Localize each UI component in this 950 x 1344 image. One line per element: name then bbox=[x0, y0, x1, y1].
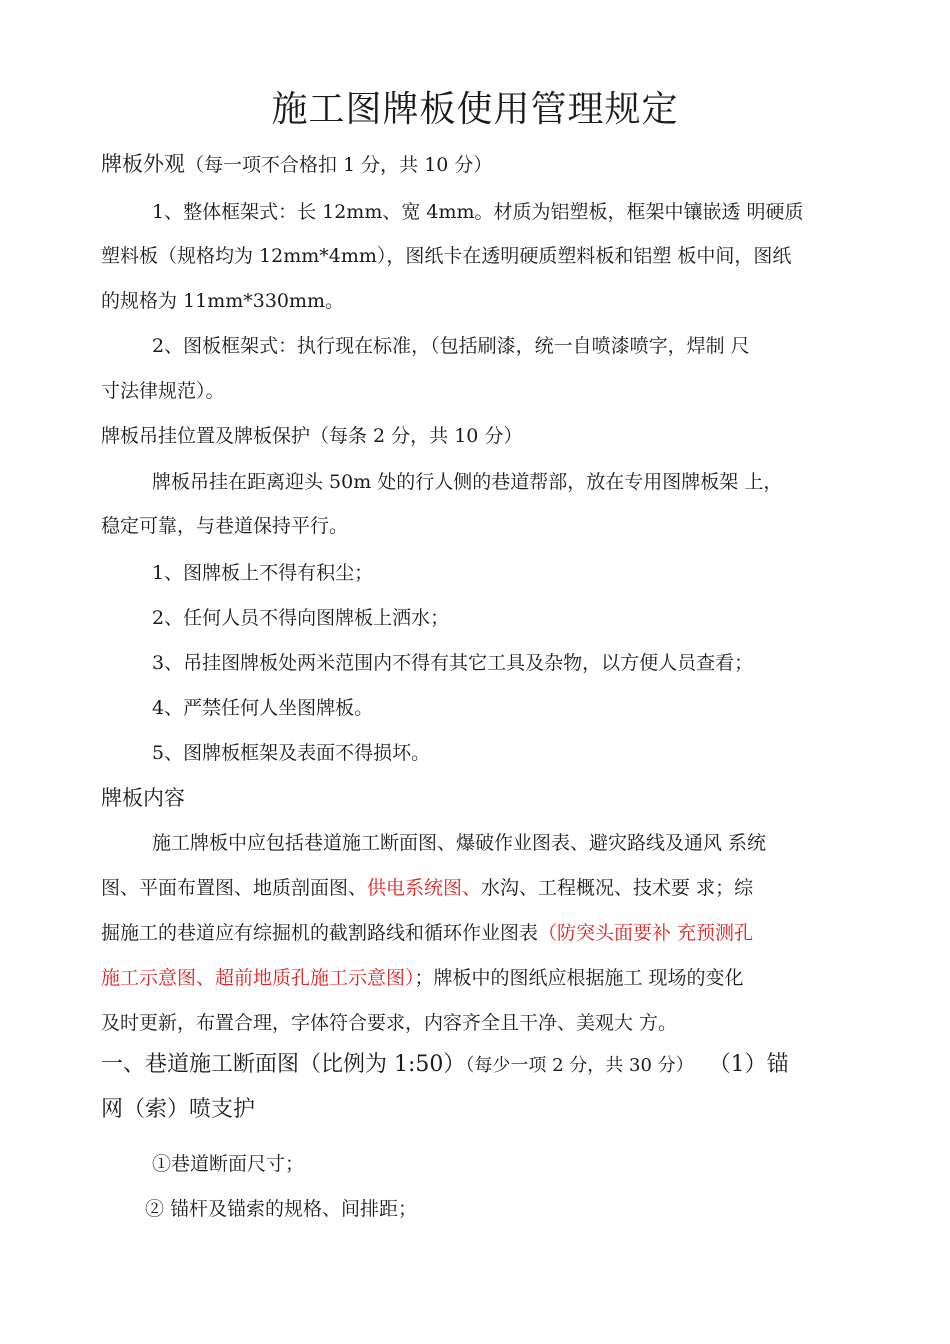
paragraph-line bbox=[101, 874, 861, 902]
list-item: 3、吊挂图牌板处两米范围内不得有其它工具及杂物，以方便人员查看； bbox=[152, 652, 754, 674]
document-title: 施工图牌板使用管理规定 bbox=[271, 89, 679, 130]
section-content-heading: 牌板内容 bbox=[101, 786, 185, 810]
paragraph-line bbox=[101, 964, 861, 992]
heading-text: （1）锚 bbox=[719, 1052, 789, 1077]
highlight-text: （防突头面要补 充预测孔 bbox=[538, 922, 754, 944]
heading-text: 一、巷道施工断面图（比例为 1:50） bbox=[101, 1052, 466, 1077]
list-item: 5、图牌板框架及表面不得损坏。 bbox=[152, 742, 431, 764]
paragraph-line: 2、图板框架式：执行现在标准，（包括刷漆，统一自喷漆喷字，焊制 尺 bbox=[152, 335, 750, 357]
text-run: 图、平面布置图、地质剖面图、 bbox=[101, 877, 368, 899]
paragraph-line: 稳定可靠，与巷道保持平行。 bbox=[101, 515, 349, 537]
heading-note: （每条 2 分，共 10 分） bbox=[310, 425, 523, 447]
paragraph-line: 的规格为 11mm*330mm。 bbox=[101, 290, 345, 312]
list-item: 1、图牌板上不得有积尘； bbox=[152, 562, 374, 584]
paragraph-line: 施工牌板中应包括巷道施工断面图、爆破作业图表、避灾路线及通风 系统 bbox=[152, 832, 767, 854]
section-cross-section-heading bbox=[101, 1051, 861, 1080]
heading-text: 牌板吊挂位置及牌板保护 bbox=[101, 425, 311, 447]
heading-note: （每一项不合格扣 1 分，共 10 分） bbox=[185, 154, 493, 176]
paragraph-line: 寸法律规范）。 bbox=[101, 380, 225, 402]
heading-note: （每少一项 2 分，共 30 分） bbox=[465, 1055, 694, 1076]
paragraph-line: 塑料板（规格均为 12mm*4mm），图纸卡在透明硬质塑料板和铝塑 板中间，图纸 bbox=[101, 245, 792, 267]
highlight-text: 供电系统图、 bbox=[367, 877, 482, 899]
paragraph-line: 牌板吊挂在距离迎头 50m 处的行人侧的巷道帮部，放在专用图牌板架 上， bbox=[152, 471, 783, 493]
text-run: 掘施工的巷道应有综掘机的截割路线和循环作业图表 bbox=[101, 922, 539, 944]
list-item: 2、任何人员不得向图牌板上洒水； bbox=[152, 607, 450, 629]
paragraph-line: 及时更新，布置合理，字体符合要求，内容齐全且干净、美观大 方。 bbox=[101, 1012, 678, 1034]
section-appearance-heading bbox=[101, 150, 861, 179]
heading-text: 牌板外观 bbox=[101, 152, 185, 176]
heading-continuation: 网（索）喷支护 bbox=[101, 1097, 256, 1122]
text-run: ；牌板中的图纸应根据施工 现场的变化 bbox=[414, 967, 744, 989]
list-item: 4、严禁任何人坐图牌板。 bbox=[152, 697, 374, 719]
list-item: ①巷道断面尺寸； bbox=[152, 1153, 305, 1175]
highlight-text: 施工示意图、超前地质孔施工示意图） bbox=[101, 967, 415, 989]
paragraph-line: 1、整体框架式：长 12mm、宽 4mm。材质为铝塑板，框架中镶嵌透 明硬质 bbox=[152, 201, 804, 223]
text-run: 水沟、工程概况、技术要 求；综 bbox=[481, 877, 754, 899]
section-hanging-heading bbox=[101, 422, 861, 450]
list-item: ② 锚杆及锚索的规格、间排距； bbox=[145, 1198, 418, 1220]
paragraph-line bbox=[101, 919, 861, 947]
